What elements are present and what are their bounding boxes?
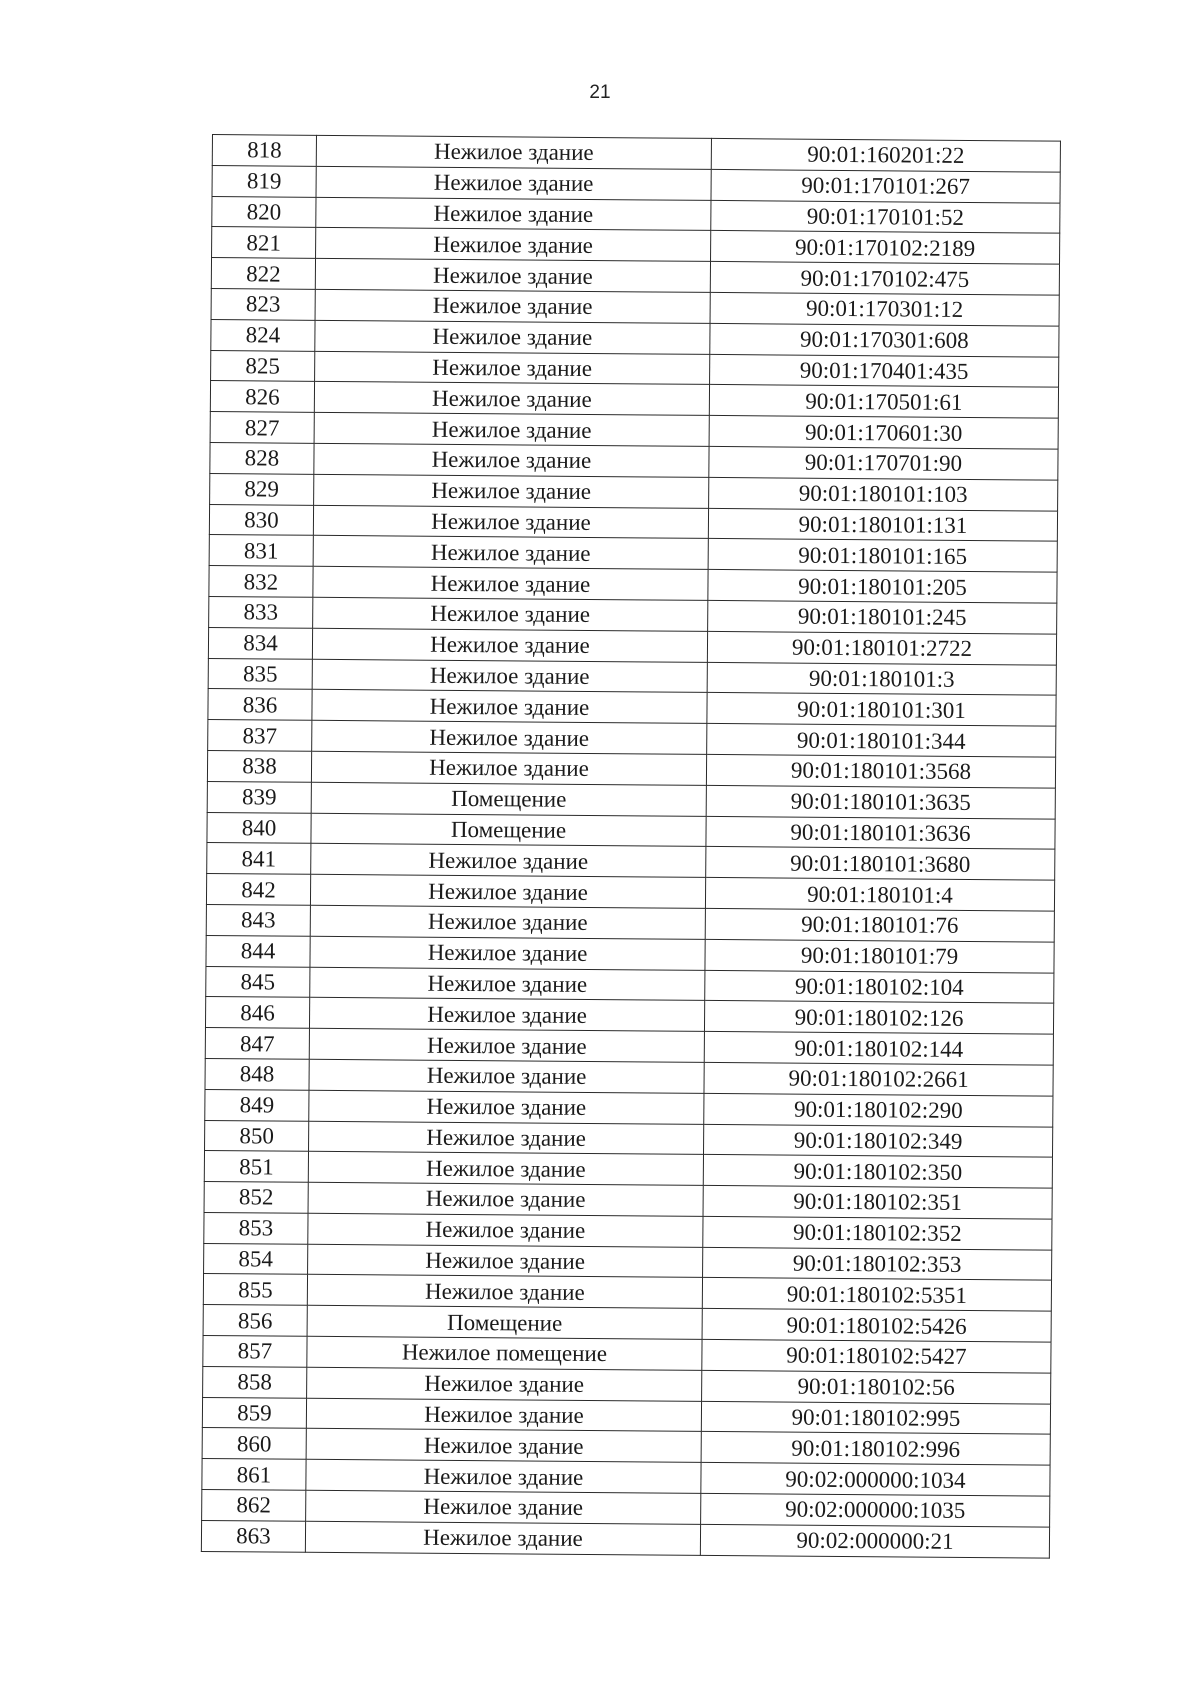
object-type-cell: Нежилое здание — [306, 1398, 701, 1432]
cadastral-number-cell: 90:01:180101:301 — [707, 693, 1056, 727]
cadastral-number-cell: 90:01:180101:344 — [707, 724, 1056, 758]
object-type-cell: Нежилое здание — [313, 505, 708, 539]
cadastral-number-cell: 90:01:180101:79 — [705, 939, 1054, 973]
cadastral-number-cell: 90:01:180102:995 — [701, 1401, 1050, 1435]
cadastral-number-cell: 90:01:180101:3635 — [706, 785, 1055, 819]
row-number-cell: 826 — [210, 381, 314, 413]
row-number-cell: 846 — [205, 997, 309, 1029]
object-type-cell: Нежилое здание — [315, 320, 710, 354]
object-type-cell: Нежилое здание — [309, 1090, 704, 1124]
cadastral-number-cell: 90:01:180101:3636 — [706, 816, 1055, 850]
cadastral-number-cell: 90:01:180101:3568 — [706, 754, 1055, 788]
row-number-cell: 844 — [206, 935, 310, 967]
object-type-cell: Нежилое здание — [312, 628, 707, 662]
object-type-cell: Нежилое здание — [313, 597, 708, 631]
object-type-cell: Нежилое здание — [306, 1490, 701, 1524]
object-type-cell: Нежилое здание — [308, 1152, 703, 1186]
object-type-cell: Нежилое здание — [316, 197, 711, 231]
row-number-cell: 821 — [212, 227, 316, 259]
cadastral-number-cell: 90:01:170102:475 — [710, 262, 1059, 296]
cadastral-number-cell: 90:01:180102:349 — [703, 1124, 1052, 1158]
row-number-cell: 829 — [210, 473, 314, 505]
row-number-cell: 854 — [204, 1243, 308, 1275]
cadastral-number-cell: 90:01:180102:351 — [703, 1185, 1052, 1219]
object-type-cell: Нежилое здание — [314, 382, 709, 416]
row-number-cell: 859 — [202, 1397, 306, 1429]
object-type-cell: Нежилое здание — [310, 936, 705, 970]
row-number-cell: 839 — [207, 781, 311, 813]
row-number-cell: 819 — [212, 165, 316, 197]
object-type-cell: Нежилое здание — [308, 1213, 703, 1247]
cadastral-number-cell: 90:01:170501:61 — [709, 385, 1058, 419]
row-number-cell: 832 — [209, 566, 313, 598]
cadastral-number-cell: 90:01:180102:2661 — [704, 1062, 1053, 1096]
row-number-cell: 863 — [201, 1520, 305, 1552]
object-type-cell: Нежилое помещение — [307, 1336, 702, 1370]
object-type-cell: Нежилое здание — [314, 474, 709, 508]
row-number-cell: 849 — [205, 1089, 309, 1121]
registry-table-body — [201, 135, 1060, 1558]
object-type-cell: Нежилое здание — [313, 566, 708, 600]
row-number-cell: 848 — [205, 1058, 309, 1090]
row-number-cell: 860 — [202, 1428, 306, 1460]
page-number: 21 — [589, 82, 611, 103]
row-number-cell: 830 — [209, 504, 313, 536]
object-type-cell: Нежилое здание — [309, 1059, 704, 1093]
row-number-cell: 856 — [203, 1305, 307, 1337]
cadastral-number-cell: 90:01:180101:76 — [705, 908, 1054, 942]
cadastral-number-cell: 90:02:000000:1035 — [701, 1493, 1050, 1527]
cadastral-number-cell: 90:01:170101:52 — [711, 200, 1060, 234]
cadastral-number-cell: 90:01:170401:435 — [710, 354, 1059, 388]
row-number-cell: 843 — [206, 904, 310, 936]
row-number-cell: 828 — [210, 442, 314, 474]
cadastral-number-cell: 90:01:180102:5351 — [702, 1278, 1051, 1312]
object-type-cell: Нежилое здание — [307, 1275, 702, 1309]
row-number-cell: 840 — [207, 812, 311, 844]
table-row — [201, 1520, 1049, 1557]
object-type-cell: Помещение — [311, 813, 706, 847]
property-registry-table — [201, 134, 1061, 1558]
row-number-cell: 858 — [203, 1366, 307, 1398]
row-number-cell: 837 — [208, 720, 312, 752]
object-type-cell: Нежилое здание — [309, 998, 704, 1032]
object-type-cell: Нежилое здание — [313, 536, 708, 570]
cadastral-number-cell: 90:01:180101:165 — [708, 539, 1057, 573]
object-type-cell: Нежилое здание — [308, 1244, 703, 1278]
row-number-cell: 820 — [212, 196, 316, 228]
row-number-cell: 822 — [211, 258, 315, 290]
cadastral-number-cell: 90:01:180102:352 — [703, 1216, 1052, 1250]
cadastral-number-cell: 90:01:180101:103 — [709, 477, 1058, 511]
object-type-cell: Помещение — [311, 782, 706, 816]
cadastral-number-cell: 90:01:180102:56 — [702, 1370, 1051, 1404]
cadastral-number-cell: 90:01:180102:290 — [704, 1093, 1053, 1127]
cadastral-number-cell: 90:01:180102:350 — [703, 1155, 1052, 1189]
cadastral-number-cell: 90:01:170301:12 — [710, 292, 1059, 326]
object-type-cell: Помещение — [307, 1306, 702, 1340]
cadastral-number-cell: 90:01:180101:2722 — [707, 631, 1056, 665]
object-type-cell: Нежилое здание — [312, 690, 707, 724]
object-type-cell: Нежилое здание — [315, 351, 710, 385]
row-number-cell: 824 — [211, 319, 315, 351]
object-type-cell: Нежилое здание — [306, 1429, 701, 1463]
cadastral-number-cell: 90:01:180102:144 — [704, 1032, 1053, 1066]
cadastral-number-cell: 90:01:170701:90 — [709, 446, 1058, 480]
object-type-cell: Нежилое здание — [310, 874, 705, 908]
row-number-cell: 825 — [211, 350, 315, 382]
cadastral-number-cell: 90:01:180101:3680 — [706, 847, 1055, 881]
cadastral-number-cell: 90:01:180101:131 — [708, 508, 1057, 542]
cadastral-number-cell: 90:01:180102:996 — [701, 1432, 1050, 1466]
object-type-cell: Нежилое здание — [310, 967, 705, 1001]
cadastral-number-cell: 90:01:170101:267 — [711, 169, 1060, 203]
cadastral-number-cell: 90:02:000000:21 — [700, 1524, 1049, 1558]
row-number-cell: 831 — [209, 535, 313, 567]
object-type-cell: Нежилое здание — [314, 412, 709, 446]
row-number-cell: 857 — [203, 1336, 307, 1368]
row-number-cell: 827 — [210, 412, 314, 444]
object-type-cell: Нежилое здание — [315, 289, 710, 323]
object-type-cell: Нежилое здание — [312, 720, 707, 754]
cadastral-number-cell: 90:01:180102:5426 — [702, 1309, 1051, 1343]
row-number-cell: 851 — [204, 1151, 308, 1183]
object-type-cell: Нежилое здание — [305, 1521, 700, 1555]
cadastral-number-cell: 90:02:000000:1034 — [701, 1463, 1050, 1497]
row-number-cell: 835 — [208, 658, 312, 690]
cadastral-number-cell: 90:01:180102:5427 — [702, 1339, 1051, 1373]
cadastral-number-cell: 90:01:160201:22 — [711, 138, 1060, 172]
row-number-cell: 823 — [211, 288, 315, 320]
object-type-cell: Нежилое здание — [314, 443, 709, 477]
row-number-cell: 861 — [202, 1459, 306, 1491]
row-number-cell: 833 — [209, 596, 313, 628]
cadastral-number-cell: 90:01:180101:245 — [708, 600, 1057, 634]
object-type-cell: Нежилое здание — [311, 751, 706, 785]
object-type-cell: Нежилое здание — [309, 1121, 704, 1155]
object-type-cell: Нежилое здание — [309, 1028, 704, 1062]
object-type-cell: Нежилое здание — [316, 228, 711, 262]
row-number-cell: 845 — [206, 966, 310, 998]
row-number-cell: 862 — [202, 1490, 306, 1522]
row-number-cell: 850 — [205, 1120, 309, 1152]
row-number-cell: 818 — [212, 135, 316, 167]
cadastral-number-cell: 90:01:170301:608 — [710, 323, 1059, 357]
row-number-cell: 836 — [208, 689, 312, 721]
row-number-cell: 838 — [207, 750, 311, 782]
object-type-cell: Нежилое здание — [310, 905, 705, 939]
row-number-cell: 847 — [205, 1028, 309, 1060]
cadastral-number-cell: 90:01:170102:2189 — [711, 231, 1060, 265]
row-number-cell: 841 — [207, 843, 311, 875]
object-type-cell: Нежилое здание — [311, 844, 706, 878]
cadastral-number-cell: 90:01:180102:353 — [703, 1247, 1052, 1281]
row-number-cell: 853 — [204, 1212, 308, 1244]
cadastral-number-cell: 90:01:180101:4 — [705, 878, 1054, 912]
object-type-cell: Нежилое здание — [315, 259, 710, 293]
cadastral-number-cell: 90:01:170601:30 — [709, 416, 1058, 450]
cadastral-number-cell: 90:01:180102:126 — [704, 1001, 1053, 1035]
cadastral-number-cell: 90:01:180101:3 — [707, 662, 1056, 696]
object-type-cell: Нежилое здание — [316, 135, 711, 169]
object-type-cell: Нежилое здание — [316, 166, 711, 200]
row-number-cell: 834 — [208, 627, 312, 659]
cadastral-number-cell: 90:01:180101:205 — [708, 570, 1057, 604]
row-number-cell: 852 — [204, 1182, 308, 1214]
object-type-cell: Нежилое здание — [306, 1460, 701, 1494]
object-type-cell: Нежилое здание — [307, 1367, 702, 1401]
row-number-cell: 842 — [206, 874, 310, 906]
object-type-cell: Нежилое здание — [308, 1182, 703, 1216]
row-number-cell: 855 — [203, 1274, 307, 1306]
cadastral-number-cell: 90:01:180102:104 — [705, 970, 1054, 1004]
object-type-cell: Нежилое здание — [312, 659, 707, 693]
